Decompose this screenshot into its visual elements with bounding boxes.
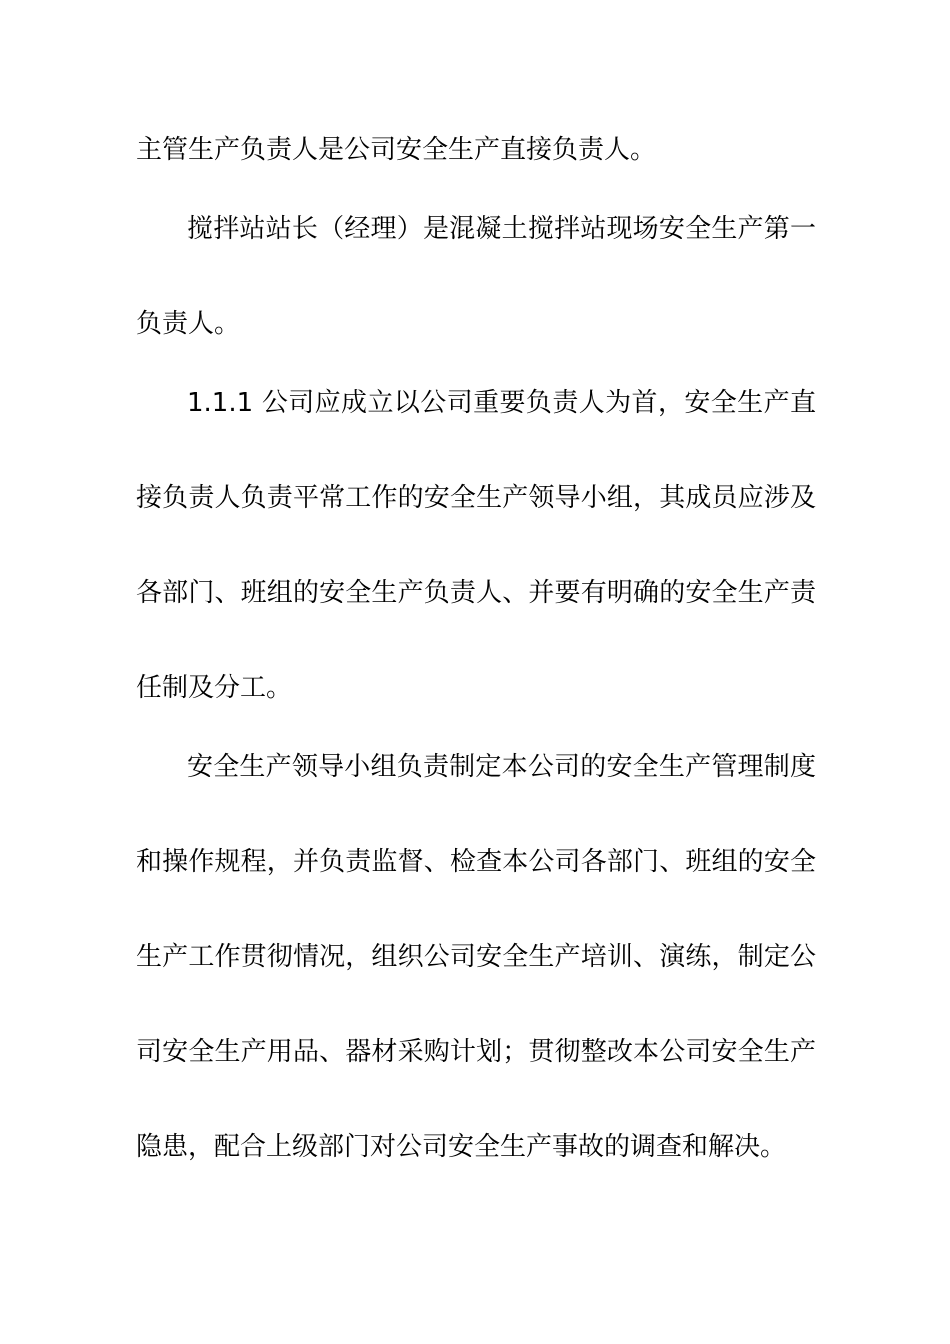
text-line-10: 生产工作贯彻情况，组织公司安全生产培训、演练，制定公: [136, 942, 816, 972]
text-line-3: 负责人。: [136, 309, 241, 339]
text-line-11: 司安全生产用品、器材采购计划；贯彻整改本公司安全生产: [136, 1037, 816, 1067]
text-line-5: 接负责人负责平常工作的安全生产领导小组，其成员应涉及: [136, 483, 816, 513]
text-line-2: 搅拌站站长（经理）是混凝土搅拌站现场安全生产第一: [187, 214, 816, 244]
text-line-7: 任制及分工。: [136, 673, 293, 703]
text-line-12: 隐患，配合上级部门对公司安全生产事故的调查和解决。: [136, 1132, 787, 1162]
text-line-6: 各部门、班组的安全生产负责人、并要有明确的安全生产责: [136, 578, 816, 608]
section-heading-1-1-1: 1.1.1 公司应成立以公司重要负责人为首，安全生产直: [187, 388, 816, 418]
text-line-1: 主管生产负责人是公司安全生产直接负责人。: [136, 135, 657, 165]
text-line-9: 和操作规程，并负责监督、检查本公司各部门、班组的安全: [136, 847, 816, 877]
text-line-8: 安全生产领导小组负责制定本公司的安全生产管理制度: [187, 752, 816, 782]
